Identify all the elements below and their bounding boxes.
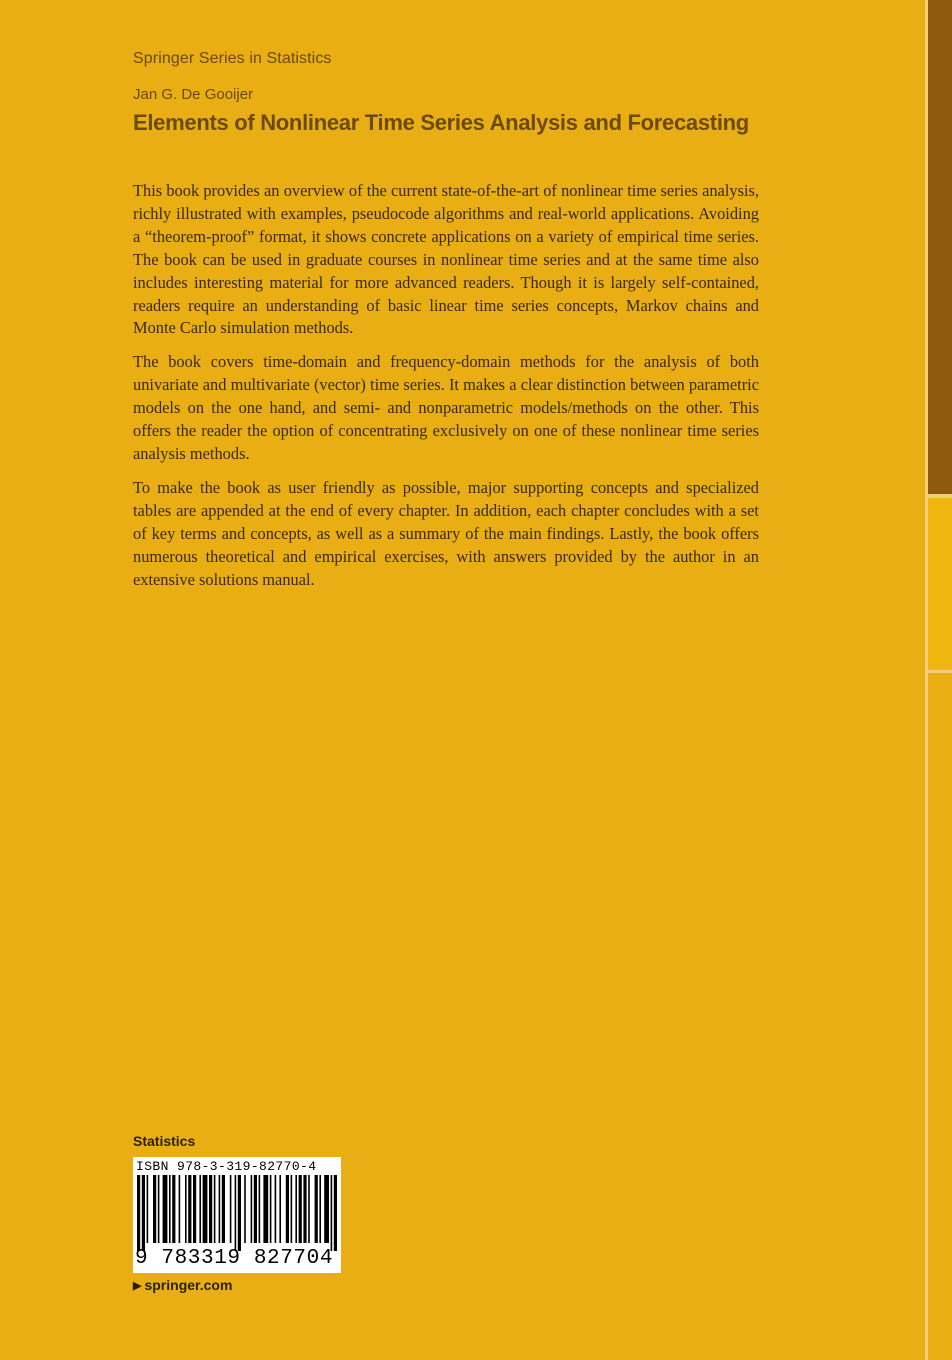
barcode-bar xyxy=(295,1175,297,1243)
barcode-bar xyxy=(238,1175,241,1251)
barcode-bar xyxy=(251,1175,253,1243)
barcode-bar xyxy=(259,1175,261,1243)
barcode-bar xyxy=(193,1175,196,1243)
isbn-text: ISBN 978-3-319-82770-4 xyxy=(136,1159,317,1174)
barcode-bar xyxy=(214,1175,216,1243)
barcode-bar xyxy=(324,1175,329,1243)
barcode-bar xyxy=(291,1175,293,1243)
barcode-bar xyxy=(147,1175,149,1243)
barcode-bar xyxy=(163,1175,168,1243)
blurb-paragraph: This book provides an overview of the current state-of-the-art of nonlinear time series analysis, richly illustrated with examples, pseudocode algorithms and real-world applications. Avoiding a “theorem-proof” format, it shows concrete applications on a variety of empirical time series. The book can be used in graduate courses in nonlinear time series and at the same time also includes interesting material for more advanced readers. Though it is largely self-contained, readers require an understanding of basic linear time series concepts, Markov chains and Monte Carlo simulation methods. xyxy=(133,181,759,338)
barcode-bar xyxy=(179,1175,181,1243)
barcode-bar xyxy=(319,1175,321,1243)
barcode-bar xyxy=(315,1175,318,1243)
barcode-bar xyxy=(199,1175,201,1243)
barcode-bar xyxy=(188,1175,191,1243)
barcode-bar xyxy=(286,1175,289,1243)
series-name: Springer Series in Statistics xyxy=(133,50,332,67)
barcode-bar xyxy=(172,1175,175,1243)
barcode-bar xyxy=(137,1175,140,1251)
blurb xyxy=(133,180,759,602)
barcode-bars xyxy=(137,1175,337,1251)
blurb-paragraph: The book covers time-domain and frequency-domain methods for the analysis of both univariate and multivariate (vector) time series. It makes a clear distinction between parametric models on the one hand, and semi- and nonparametric models/methods on the other. This offers the reader the option of concentrating exclusively on one of these nonlinear time series analysis methods. xyxy=(133,352,759,463)
barcode-bar xyxy=(308,1175,310,1243)
triangle-arrow-icon: ▶ xyxy=(133,1279,142,1292)
isbn-barcode xyxy=(133,1157,341,1273)
barcode-bar xyxy=(209,1175,212,1243)
barcode-bar xyxy=(254,1175,257,1243)
author-name: Jan G. De Gooijer xyxy=(133,86,254,103)
subject-category: Statistics xyxy=(133,1133,196,1149)
barcode-bar xyxy=(153,1175,156,1243)
barcode-bar xyxy=(142,1175,145,1251)
barcode-bar xyxy=(331,1175,333,1251)
barcode-bar xyxy=(235,1175,237,1251)
barcode-bar xyxy=(169,1175,171,1243)
barcode-bar xyxy=(219,1175,221,1243)
spine-low-block xyxy=(928,673,952,1360)
barcode-bar xyxy=(270,1175,272,1243)
barcode-bar xyxy=(279,1175,281,1243)
blurb-paragraph: To make the book as user friendly as possible, major supporting concepts and specialized tables are appended at the end of every chapter. In addition, each chapter concludes with a set of key terms and concepts, as well as a summary of the main findings. Lastly, the book offers numerous theoretical and empirical exercises, with answers provided by the author in an extensive solutions manual. xyxy=(133,477,759,589)
book-title: Elements of Nonlinear Time Series Analysis and Forecasting xyxy=(133,110,749,135)
website-label: springer.com xyxy=(144,1277,233,1293)
barcode-bar xyxy=(299,1175,302,1243)
barcode-bar xyxy=(230,1175,232,1243)
barcode-bar xyxy=(185,1175,187,1243)
spine-mid-block xyxy=(928,498,952,670)
ean-digits: 9 783319 827704 xyxy=(135,1247,334,1270)
barcode-bar xyxy=(275,1175,277,1243)
barcode-bar xyxy=(303,1175,306,1243)
barcode-bar xyxy=(263,1175,268,1243)
barcode-bar xyxy=(222,1175,225,1243)
barcode-bar xyxy=(158,1175,160,1243)
barcode-bar xyxy=(244,1175,246,1243)
barcode-bar xyxy=(334,1175,337,1251)
barcode-bar xyxy=(203,1175,208,1243)
spine-dark-block xyxy=(928,0,952,494)
publisher-website[interactable] xyxy=(133,1277,232,1293)
